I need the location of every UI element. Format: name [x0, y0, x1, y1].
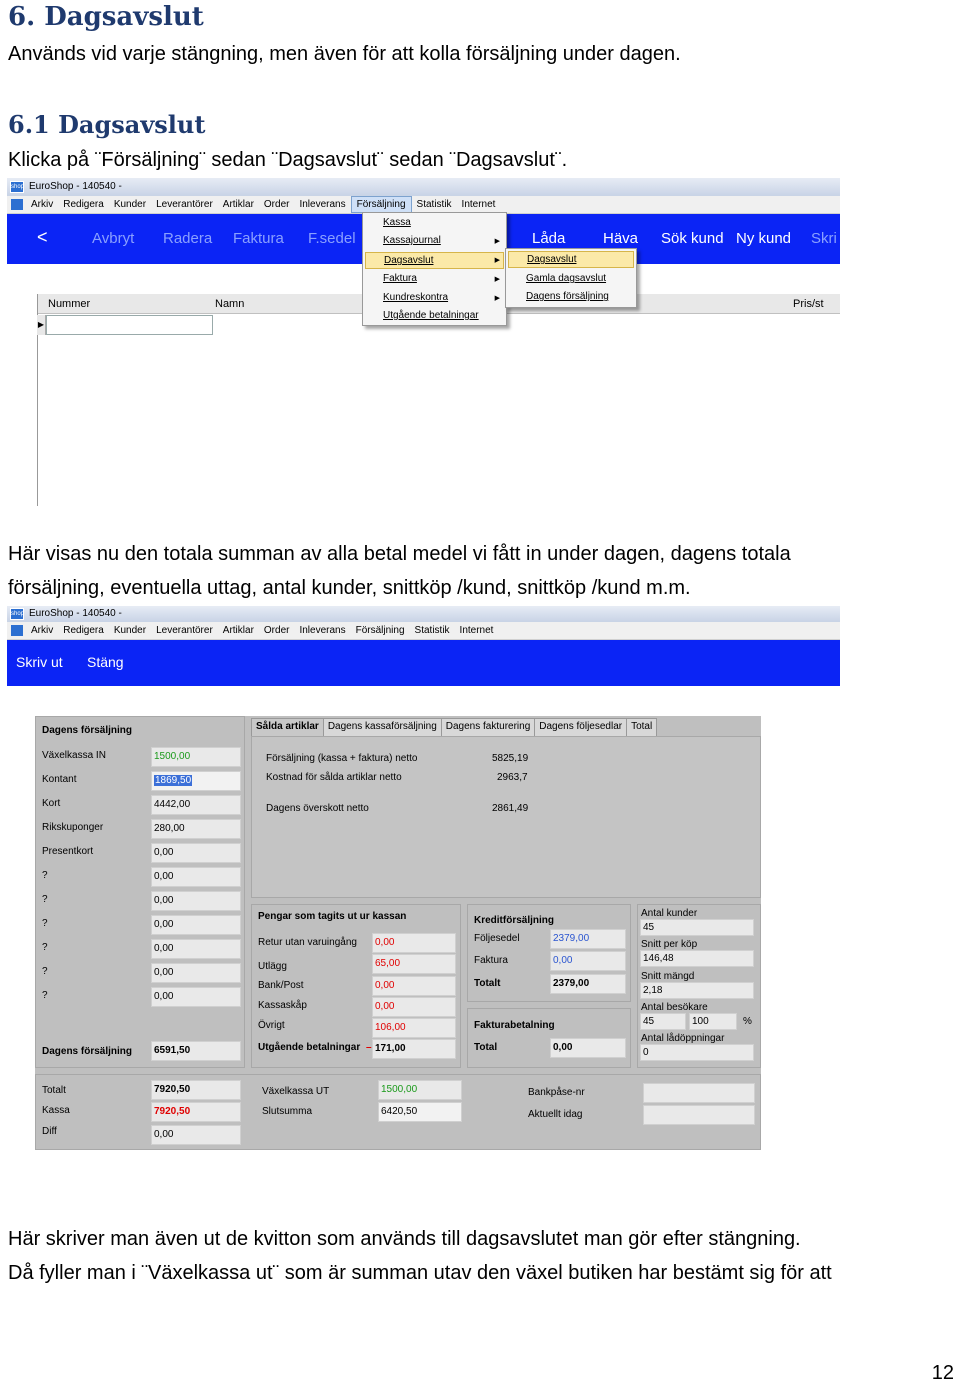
row-label: ?: [42, 990, 48, 1001]
row-label: Kort: [42, 798, 61, 809]
totalt-field: 7920,50: [151, 1080, 241, 1100]
slutsumma-field: 6420,50: [378, 1102, 462, 1122]
screenshot-menu-navigation: [7, 178, 840, 506]
aktuellt-idag-label: Aktuellt idag: [528, 1109, 583, 1120]
submenu-arrow-icon: ▶: [494, 295, 500, 302]
ny-kund-button[interactable]: Ny kund: [736, 230, 792, 247]
row-label: ?: [42, 870, 48, 881]
credit-total-label: Totalt: [474, 978, 501, 989]
sales-row1-label: Försäljning (kassa + faktura) netto: [266, 753, 418, 764]
app-icon: shop: [10, 608, 24, 620]
antal-ladoppningar-label: Antal lådöppningar: [641, 1033, 725, 1044]
menuitem-kassa[interactable]: Kassa: [383, 217, 411, 228]
sales-row1-value: 5825,19: [492, 753, 529, 764]
toolbar: [7, 640, 840, 686]
invoice-payment-total-field: 0,00: [550, 1038, 626, 1058]
menu-inleverans[interactable]: Inleverans: [299, 199, 346, 210]
tab-dagens-kassaforsaljning[interactable]: Dagens kassaförsäljning: [323, 718, 442, 736]
menu-statistik[interactable]: Statistik: [414, 625, 450, 636]
foljesedel-field[interactable]: 2379,00: [550, 929, 626, 949]
row-label: Övrigt: [258, 1020, 285, 1031]
menu-order[interactable]: Order: [263, 625, 290, 636]
menu-internet[interactable]: Internet: [459, 625, 494, 636]
cash-out-title: Pengar som tagits ut ur kassan: [258, 911, 407, 922]
menu-arkiv[interactable]: Arkiv: [31, 199, 54, 210]
menuitem-faktura[interactable]: Faktura: [383, 273, 417, 284]
invoice-payment-title: Fakturabetalning: [474, 1020, 555, 1031]
vaxelkassa-in-field[interactable]: 1500,00: [151, 747, 241, 767]
submenuitem-gamla-dagsavslut[interactable]: Gamla dagsavslut: [526, 273, 607, 284]
other-payment-field[interactable]: 0,00: [151, 915, 241, 935]
slutsumma-label: Slutsumma: [262, 1106, 313, 1117]
menu-arkiv[interactable]: Arkiv: [31, 625, 54, 636]
antal-ladoppningar-field: 0: [640, 1044, 754, 1061]
screenshot-dagsavslut-summary: [35, 716, 761, 1150]
credit-panel: [467, 904, 631, 1002]
summary-tabs: [251, 718, 656, 736]
sales-row2-value: 2963,7: [497, 772, 528, 783]
cash-out-panel: [251, 904, 461, 1068]
diff-label: Diff: [42, 1126, 57, 1137]
besokare-percent-field: 100: [689, 1013, 737, 1030]
kassa-label: Kassa: [42, 1105, 70, 1116]
row-label: Kontant: [42, 774, 77, 785]
row-label: ?: [42, 942, 48, 953]
submenuitem-dagens-forsaljning[interactable]: Dagens försäljning: [526, 291, 609, 302]
other-payment-field[interactable]: 0,00: [151, 867, 241, 887]
ovrigt-field[interactable]: 106,00: [372, 1018, 456, 1038]
submenu-arrow-icon: ▶: [494, 276, 500, 283]
intro-text: Används vid varje stängning, men även för att kolla försäljning under dagen.: [8, 43, 681, 65]
menu-kunder[interactable]: Kunder: [113, 625, 147, 636]
sales-row2-label: Kostnad för sålda artiklar netto: [266, 772, 402, 783]
antal-kunder-label: Antal kunder: [641, 908, 698, 919]
skriv-button[interactable]: Skri: [811, 230, 837, 247]
window-title: EuroShop - 140540 -: [29, 608, 122, 619]
other-payment-field[interactable]: 0,00: [151, 891, 241, 911]
menu-order[interactable]: Order: [263, 199, 290, 210]
menu-forsaljning[interactable]: Försäljning: [351, 196, 412, 213]
para2-line1: Här visas nu den totala summan av alla betal medel vi fått in under dagen, dagens totala: [8, 543, 791, 565]
utlagg-field[interactable]: 65,00: [372, 954, 456, 974]
bankpase-label: Bankpåse-nr: [528, 1087, 585, 1098]
instruction-text: Klicka på ¨Försäljning¨ sedan ¨Dagsavslut¨ sedan ¨Dagsavslut¨.: [8, 149, 568, 171]
row-label: Bank/Post: [258, 980, 304, 991]
tab-dagens-foljesedlar[interactable]: Dagens följesedlar: [534, 718, 627, 736]
menuitem-utgaende-betalningar[interactable]: Utgående betalningar: [383, 310, 479, 321]
left-title: Dagens försäljning: [42, 725, 133, 736]
snitt-per-kop-field: 146,48: [640, 950, 754, 967]
bank-post-field[interactable]: 0,00: [372, 976, 456, 996]
sok-kund-button[interactable]: Sök kund: [661, 230, 724, 247]
diff-field: 0,00: [151, 1125, 241, 1145]
left-total-field: 6591,50: [151, 1041, 241, 1061]
dagsavslut-submenu: [505, 248, 637, 308]
window-titlebar: [7, 178, 840, 196]
kort-field[interactable]: 4442,00: [151, 795, 241, 815]
skriv-ut-button[interactable]: Skriv ut: [16, 654, 63, 670]
other-payment-field[interactable]: 0,00: [151, 939, 241, 959]
other-payment-field[interactable]: 0,00: [151, 963, 241, 983]
back-button[interactable]: <: [37, 227, 48, 247]
submenu-arrow-icon: ▶: [494, 238, 500, 245]
row-label: Utlägg: [258, 961, 287, 972]
menubar: [7, 622, 840, 640]
tab-total[interactable]: Total: [626, 718, 657, 736]
stang-button[interactable]: Stäng: [87, 654, 124, 670]
invoice-payment-total-label: Total: [474, 1042, 498, 1053]
menu-app-icon: [11, 625, 23, 636]
hava-button[interactable]: Häva: [603, 230, 639, 247]
snitt-mangd-field: 2,18: [640, 982, 754, 999]
kontant-value: 1869,50: [155, 775, 192, 786]
kassa-field: 7920,50: [151, 1102, 241, 1122]
row-label: ?: [42, 894, 48, 905]
left-total-label: Dagens försäljning: [42, 1046, 133, 1057]
heading-dagsavslut-sub: 6.1 Dagsavslut: [8, 110, 206, 139]
faktura-button[interactable]: Faktura: [233, 230, 284, 247]
bankpase-input[interactable]: [643, 1083, 755, 1103]
invoice-payment-panel: [467, 1008, 631, 1068]
sales-row3-value: 2861,49: [492, 803, 529, 814]
faktura-label: Faktura: [474, 955, 508, 966]
menu-statistik[interactable]: Statistik: [416, 199, 452, 210]
cash-out-total-field: 171,00: [372, 1039, 456, 1059]
fsedel-button[interactable]: F.sedel: [308, 230, 356, 247]
page-number: 12: [931, 1362, 954, 1384]
nummer-input[interactable]: [46, 315, 213, 335]
row-pointer-icon: ▶: [37, 315, 46, 335]
row-label: Kassaskåp: [258, 1000, 307, 1011]
vaxelkassa-ut-input[interactable]: 1500,00: [378, 1080, 462, 1100]
row-label: Växelkassa IN: [42, 750, 106, 761]
stats-panel: [637, 904, 761, 1068]
aktuellt-idag-field: [643, 1105, 755, 1125]
app-icon: shop: [10, 181, 24, 193]
menu-inleverans[interactable]: Inleverans: [299, 625, 346, 636]
forsaljning-dropdown: [362, 212, 507, 326]
kontant-field[interactable]: [151, 771, 241, 791]
menu-artiklar[interactable]: Artiklar: [222, 199, 254, 210]
submenu-arrow-icon: ▶: [494, 257, 500, 264]
radera-button[interactable]: Radera: [163, 230, 213, 247]
menu-redigera[interactable]: Redigera: [63, 199, 104, 210]
window-titlebar: [7, 606, 840, 622]
menu-redigera[interactable]: Redigera: [63, 625, 104, 636]
para3-line1: Här skriver man även ut de kvitton som används till dagsavslutet man gör efter stängning.: [8, 1228, 801, 1250]
kassaskap-field[interactable]: 0,00: [372, 997, 456, 1017]
menu-internet[interactable]: Internet: [461, 199, 496, 210]
minus-sign: –: [366, 1042, 372, 1053]
col-nummer[interactable]: Nummer: [48, 298, 91, 310]
credit-total-field: 2379,00: [550, 974, 626, 994]
bottom-panel: [35, 1074, 761, 1150]
credit-title: Kreditförsäljning: [474, 915, 555, 926]
menu-leverantorer[interactable]: Leverantörer: [156, 199, 213, 210]
menu-kunder[interactable]: Kunder: [113, 199, 147, 210]
menu-leverantorer[interactable]: Leverantörer: [156, 625, 213, 636]
row-label: Presentkort: [42, 846, 94, 857]
antal-kunder-field: 45: [640, 919, 754, 936]
avbryt-button[interactable]: Avbryt: [92, 230, 135, 247]
foljesedel-label: Följesedel: [474, 933, 520, 944]
menuitem-kundreskontra[interactable]: Kundreskontra: [383, 292, 449, 303]
vaxelkassa-ut-label: Växelkassa UT: [262, 1086, 330, 1097]
row-label: ?: [42, 966, 48, 977]
col-pris[interactable]: Pris/st: [793, 298, 824, 310]
window-title: EuroShop - 140540 -: [29, 181, 122, 192]
retur-field[interactable]: 0,00: [372, 933, 456, 953]
faktura-field[interactable]: 0,00: [550, 951, 626, 971]
heading-dagsavslut: 6. Dagsavslut: [8, 2, 204, 32]
row-label: Retur utan varuingång: [258, 937, 357, 948]
menu-forsaljning[interactable]: Försäljning: [355, 625, 405, 636]
rikskuponger-field[interactable]: 280,00: [151, 819, 241, 839]
tab-content-salda-artiklar: [251, 736, 761, 898]
snitt-mangd-label: Snitt mängd: [641, 971, 695, 982]
snitt-per-kop-label: Snitt per köp: [641, 939, 698, 950]
screenshot-dagsavslut-window: [7, 606, 840, 686]
row-label: Rikskuponger: [42, 822, 104, 833]
tab-salda-artiklar[interactable]: Sålda artiklar: [251, 718, 324, 736]
menu-app-icon: [11, 199, 23, 210]
menuitem-dagsavslut[interactable]: Dagsavslut: [365, 252, 504, 269]
row-label: ?: [42, 918, 48, 929]
cash-out-total-label: Utgående betalningar: [258, 1042, 361, 1053]
col-namn[interactable]: Namn: [215, 298, 245, 310]
para2-line2: försäljning, eventuella uttag, antal kunder, snittköp /kund, snittköp /kund m.m.: [8, 577, 691, 599]
left-panel: [35, 716, 245, 1068]
other-payment-field[interactable]: 0,00: [151, 987, 241, 1007]
presentkort-field[interactable]: 0,00: [151, 843, 241, 863]
antal-besokare-label: Antal besökare: [641, 1002, 708, 1013]
percent-sign: %: [743, 1016, 752, 1027]
para3-line2: Då fyller man i ¨Växelkassa ut¨ som är summan utav den växel butiken har bestämt sig för att: [8, 1262, 832, 1284]
sales-row3-label: Dagens överskott netto: [266, 803, 369, 814]
antal-besokare-field: 45: [640, 1013, 686, 1030]
tab-dagens-fakturering[interactable]: Dagens fakturering: [441, 718, 536, 736]
menu-artiklar[interactable]: Artiklar: [222, 625, 254, 636]
submenuitem-dagsavslut[interactable]: Dagsavslut: [508, 251, 634, 268]
totalt-label: Totalt: [42, 1085, 66, 1096]
lada-button[interactable]: Låda: [532, 230, 566, 247]
menuitem-kassajournal[interactable]: Kassajournal: [383, 235, 441, 246]
